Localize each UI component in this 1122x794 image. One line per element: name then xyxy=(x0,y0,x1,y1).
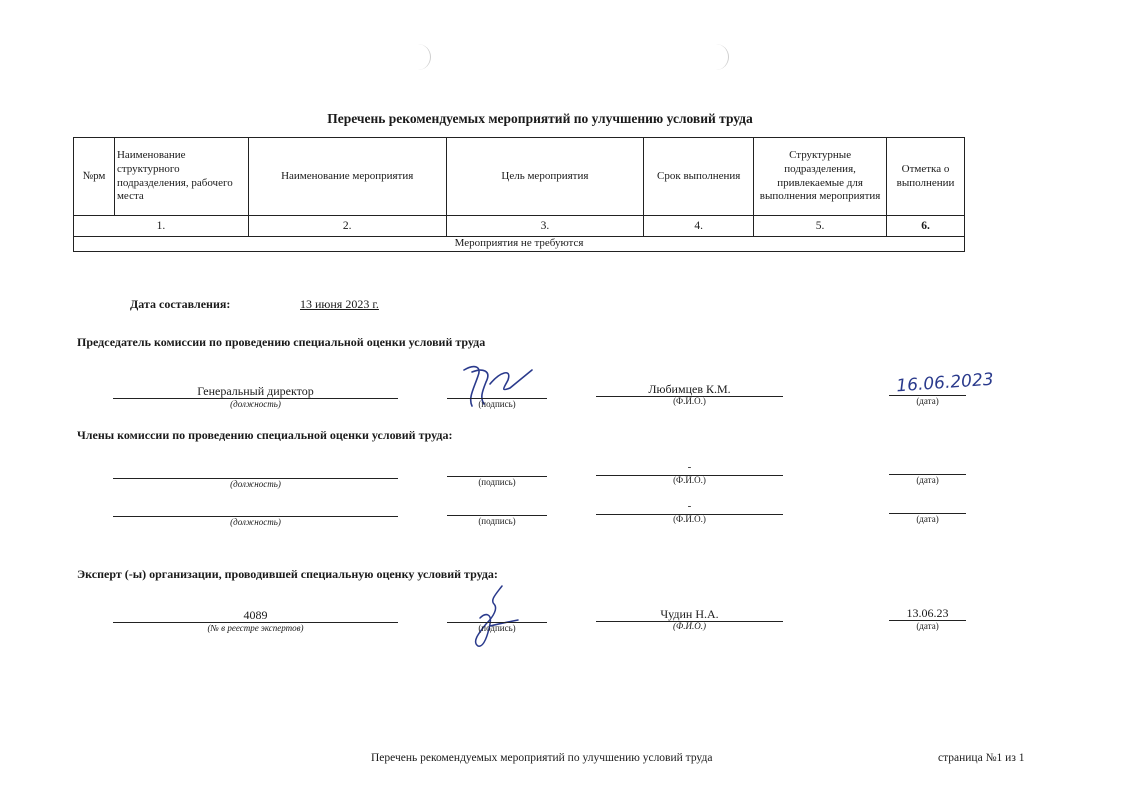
date-caption: (дата) xyxy=(916,621,939,631)
header-cell: Структурные подразделения, привлекаемые для выполнения мероприятия xyxy=(754,138,887,216)
header-cell: Отметка о выполнении xyxy=(887,138,965,216)
number-cell: 6. xyxy=(887,216,965,237)
position-caption: (должность) xyxy=(230,517,281,527)
no-measures-cell: Мероприятия не требуются xyxy=(74,237,965,252)
page-number: страница №1 из 1 xyxy=(938,752,1025,764)
header-cell: №рм xyxy=(74,138,115,216)
number-cell: 1. xyxy=(74,216,249,237)
punch-hole-left xyxy=(418,44,431,70)
footer-title: Перечень рекомендуемых мероприятий по улучшению условий труда xyxy=(371,752,713,764)
member-name: - xyxy=(687,500,692,512)
signature-caption: (подпись) xyxy=(478,623,516,633)
chairman-heading: Председатель комиссии по проведению специальной оценки условий труда xyxy=(77,335,486,349)
signature-caption: (подпись) xyxy=(478,477,516,487)
date-label: Дата составления: xyxy=(130,297,231,311)
expert-registry-number: 4089 xyxy=(243,608,268,622)
date-caption: (дата) xyxy=(916,396,939,406)
table-number-row xyxy=(74,216,965,237)
registry-caption: (№ в реестре экспертов) xyxy=(207,623,304,633)
date-caption: (дата) xyxy=(916,514,939,524)
member-name: - xyxy=(687,461,692,473)
expert-signature xyxy=(468,582,528,650)
measures-table xyxy=(73,137,965,252)
signature-caption: (подпись) xyxy=(478,399,516,409)
header-cell: Наименование мероприятия xyxy=(248,138,446,216)
fio-caption: (Ф.И.О.) xyxy=(673,396,706,406)
expert-name: Чудин Н.А. xyxy=(660,607,719,621)
number-cell: 2. xyxy=(248,216,446,237)
signature-caption: (подпись) xyxy=(478,516,516,526)
date-value: 13 июня 2023 г. xyxy=(300,297,379,311)
table-row xyxy=(74,237,965,252)
number-cell: 4. xyxy=(644,216,754,237)
fio-caption: (Ф.И.О.) xyxy=(673,621,706,631)
header-cell: Цель мероприятия xyxy=(446,138,644,216)
expert-date: 13.06.23 xyxy=(906,606,949,620)
number-cell: 3. xyxy=(446,216,644,237)
header-cell: Срок выполнения xyxy=(644,138,754,216)
table-header-row xyxy=(74,138,965,216)
expert-heading: Эксперт (-ы) организации, проводившей специальную оценку условий труда: xyxy=(77,567,498,581)
chairman-date: 16.06.2023 xyxy=(895,369,995,397)
chairman-position: Генеральный директор xyxy=(197,384,314,398)
position-caption: (должность) xyxy=(230,399,281,409)
position-caption: (должность) xyxy=(230,479,281,489)
fio-caption: (Ф.И.О.) xyxy=(673,514,706,524)
date-caption: (дата) xyxy=(916,475,939,485)
document-title: Перечень рекомендуемых мероприятий по улучшению условий труда xyxy=(327,111,753,126)
number-cell: 5. xyxy=(754,216,887,237)
punch-hole-right xyxy=(716,44,729,70)
fio-caption: (Ф.И.О.) xyxy=(673,475,706,485)
header-cell: Наименование структурного подразделения, рабочего места xyxy=(114,138,248,216)
members-heading: Члены комиссии по проведению специальной оценки условий труда: xyxy=(77,428,453,442)
chairman-name: Любимцев К.М. xyxy=(648,382,731,396)
